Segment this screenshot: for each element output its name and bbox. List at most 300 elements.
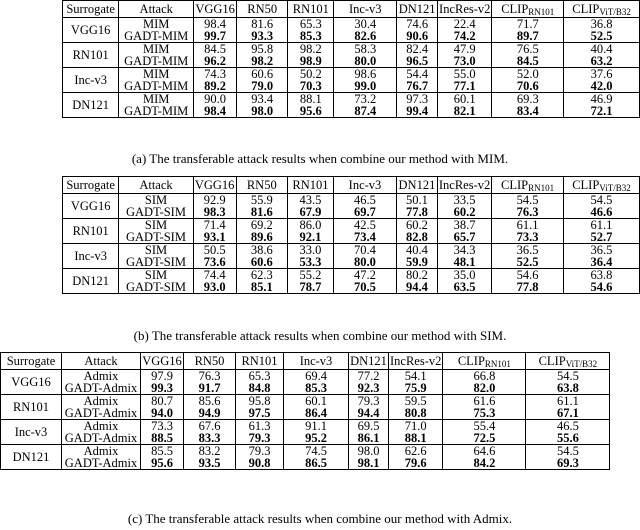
bold-value: 96.2 [204, 55, 227, 68]
bold-value: 72.5 [473, 432, 496, 445]
attack-cell: MIM [119, 93, 194, 106]
value-cell: 54.1 [389, 370, 443, 383]
bold-value: 74.2 [453, 30, 476, 43]
value-cell: 98.0 [349, 445, 389, 458]
header-row [1, 353, 610, 370]
value-cell-best [397, 281, 438, 294]
value-cell: 74.3 [194, 68, 237, 81]
value-cell-best [349, 382, 389, 395]
value-cell: 91.1 [284, 420, 349, 433]
attack-cell: SIM [119, 219, 193, 232]
value-cell: 54.4 [397, 68, 438, 81]
column-header [119, 1, 194, 18]
column-header-label: RN101 [241, 353, 278, 368]
value-cell-best [184, 382, 236, 395]
bold-value: 90.8 [248, 457, 271, 470]
value-cell-best [526, 407, 610, 420]
value-cell-best [287, 231, 333, 244]
results-table-mim [62, 0, 640, 118]
value-cell: 69.4 [284, 370, 349, 383]
value-cell-best [194, 55, 237, 68]
bold-value: 67.9 [299, 206, 322, 219]
bold-value: 46.6 [590, 206, 613, 219]
value-cell: 97.9 [141, 370, 184, 383]
header-row [63, 1, 640, 18]
bold-value: 97.5 [248, 407, 271, 420]
column-header-label: CLIP [572, 1, 600, 16]
value-cell-best [349, 432, 389, 445]
bold-value: 83.3 [198, 432, 221, 445]
column-header [63, 177, 119, 194]
value-cell: 61.6 [443, 395, 526, 408]
bold-value: 59.9 [406, 256, 428, 269]
value-cell-best [184, 457, 236, 470]
value-cell-best [443, 457, 526, 470]
value-cell-best [492, 256, 564, 269]
bold-value: 86.1 [357, 432, 380, 445]
bold-value: 75.3 [473, 407, 496, 420]
bold-value: 93.3 [251, 30, 274, 43]
attack-cell: GADT-MIM [119, 80, 194, 93]
bold-value: 73.6 [203, 256, 226, 269]
table-row-baseline [63, 18, 640, 31]
attack-cell: GADT-MIM [119, 30, 194, 43]
value-cell: 77.2 [349, 370, 389, 383]
value-cell-best [397, 231, 438, 244]
value-cell: 76.5 [492, 43, 564, 56]
column-header [492, 177, 564, 194]
value-cell: 60.1 [438, 93, 492, 106]
value-cell-best [443, 382, 526, 395]
column-header [63, 1, 119, 18]
value-cell: 98.4 [194, 18, 237, 31]
value-cell: 38.7 [437, 219, 491, 232]
value-cell-best [236, 231, 287, 244]
bold-value: 98.0 [251, 105, 274, 118]
value-cell: 47.9 [438, 43, 492, 56]
column-header-subscript: RN101 [528, 6, 555, 17]
value-cell: 52.0 [492, 68, 564, 81]
value-cell: 79.3 [236, 445, 284, 458]
bold-value: 78.7 [299, 281, 322, 294]
surrogate-cell: VGG16 [1, 370, 62, 395]
value-cell: 46.5 [333, 194, 396, 207]
bold-value: 84.2 [473, 457, 496, 470]
value-cell: 36.8 [564, 18, 640, 31]
bold-value: 98.3 [203, 206, 226, 219]
value-cell: 95.8 [236, 395, 284, 408]
bold-value: 53.3 [299, 256, 322, 269]
attack-cell: MIM [119, 43, 194, 56]
bold-value: 75.9 [404, 382, 427, 395]
value-cell: 43.5 [287, 194, 333, 207]
value-cell-best [438, 80, 492, 93]
column-header-label: DN121 [350, 353, 387, 368]
bold-value: 70.6 [516, 80, 539, 93]
attack-cell: GADT-Admix [62, 407, 141, 420]
value-cell-best [237, 55, 288, 68]
value-cell-best [193, 231, 236, 244]
value-cell-best [141, 407, 184, 420]
value-cell-best [397, 105, 438, 118]
column-header [193, 177, 236, 194]
value-cell-best [492, 281, 564, 294]
value-cell: 62.6 [389, 445, 443, 458]
value-cell-best [443, 407, 526, 420]
value-cell-best [334, 80, 397, 93]
value-cell: 60.2 [397, 219, 438, 232]
bold-value: 85.3 [305, 382, 327, 395]
value-cell-best [563, 281, 639, 294]
bold-value: 86.5 [305, 457, 327, 470]
bold-value: 89.6 [250, 231, 273, 244]
value-cell-best [288, 55, 334, 68]
bold-value: 73.0 [453, 55, 476, 68]
bold-value: 83.4 [516, 105, 539, 118]
value-cell-best [389, 457, 443, 470]
column-header-label: RN50 [194, 353, 225, 368]
value-cell: 33.0 [287, 244, 333, 257]
column-header-label: CLIP [457, 353, 485, 368]
value-cell: 69.2 [236, 219, 287, 232]
bold-value: 87.4 [354, 105, 377, 118]
value-cell-best [526, 382, 610, 395]
bold-value: 98.2 [251, 55, 274, 68]
results-table-admix [0, 352, 610, 470]
surrogate-cell: Inc-v3 [63, 68, 119, 93]
value-cell: 97.3 [397, 93, 438, 106]
bold-value: 48.1 [453, 256, 476, 269]
column-header [349, 353, 389, 370]
value-cell: 83.2 [184, 445, 236, 458]
table-row-baseline [1, 370, 610, 383]
value-cell-best [564, 30, 640, 43]
value-cell: 84.5 [194, 43, 237, 56]
value-cell: 60.1 [284, 395, 349, 408]
value-cell: 65.3 [236, 370, 284, 383]
value-cell-best [564, 105, 640, 118]
value-cell: 50.5 [193, 244, 236, 257]
attack-cell: GADT-Admix [62, 382, 141, 395]
value-cell: 88.1 [288, 93, 334, 106]
value-cell: 70.4 [333, 244, 396, 257]
table-row-baseline [63, 194, 640, 207]
value-cell-best [492, 80, 564, 93]
bold-value: 99.0 [354, 80, 377, 93]
bold-value: 70.3 [299, 80, 322, 93]
results-table-sim [62, 176, 640, 294]
value-cell-best [284, 382, 349, 395]
value-cell-best [193, 206, 236, 219]
value-cell: 85.6 [184, 395, 236, 408]
column-header-label: IncRes-v2 [390, 353, 442, 368]
value-cell: 65.3 [288, 18, 334, 31]
bold-value: 65.7 [453, 231, 476, 244]
column-header-label: CLIP [572, 177, 600, 192]
table-row-gadt [63, 231, 640, 244]
surrogate-cell: DN121 [63, 93, 119, 118]
surrogate-cell: VGG16 [63, 194, 119, 219]
bold-value: 79.6 [404, 457, 427, 470]
column-header-label: Surrogate [6, 353, 56, 368]
bold-value: 98.9 [299, 55, 322, 68]
attack-cell: MIM [119, 68, 194, 81]
value-cell: 80.2 [397, 269, 438, 282]
bold-value: 52.7 [590, 231, 613, 244]
column-header [563, 177, 639, 194]
value-cell: 81.6 [237, 18, 288, 31]
column-header-label: RN50 [247, 1, 278, 16]
attack-cell: GADT-MIM [119, 55, 194, 68]
attack-cell: SIM [119, 269, 193, 282]
value-cell-best [288, 80, 334, 93]
surrogate-cell: VGG16 [63, 18, 119, 43]
column-header-label: Attack [139, 177, 173, 192]
surrogate-cell: RN101 [63, 43, 119, 68]
column-header [284, 353, 349, 370]
value-cell-best [389, 382, 443, 395]
value-cell: 54.5 [563, 194, 639, 207]
bold-value: 79.0 [251, 80, 274, 93]
table-row-gadt [1, 407, 610, 420]
value-cell: 54.5 [526, 445, 610, 458]
table-caption-admix: (c) The transferable attack results when combine our method with Admix. [127, 511, 513, 526]
table-row-gadt [63, 206, 640, 219]
value-cell-best [141, 382, 184, 395]
value-cell: 36.5 [492, 244, 564, 257]
bold-value: 69.7 [354, 206, 376, 219]
bold-value: 60.6 [250, 256, 273, 269]
bold-value: 99.3 [151, 382, 173, 395]
value-cell-best [334, 30, 397, 43]
bold-value: 63.2 [590, 55, 613, 68]
value-cell-best [284, 407, 349, 420]
value-cell-best [564, 80, 640, 93]
value-cell: 71.4 [193, 219, 236, 232]
value-cell: 54.6 [492, 269, 564, 282]
value-cell: 22.4 [438, 18, 492, 31]
column-header [492, 1, 564, 18]
value-cell: 92.9 [193, 194, 236, 207]
bold-value: 36.4 [590, 256, 613, 269]
value-cell-best [563, 206, 639, 219]
bold-value: 54.6 [590, 281, 613, 294]
table-row-gadt [63, 256, 640, 269]
table-row-gadt [63, 281, 640, 294]
table-row-baseline [63, 244, 640, 257]
value-cell-best [492, 206, 564, 219]
bold-value: 92.1 [299, 231, 322, 244]
value-cell: 40.4 [397, 244, 438, 257]
value-cell-best [563, 231, 639, 244]
table-row-baseline [63, 68, 640, 81]
value-cell-best [237, 105, 288, 118]
bold-value: 89.7 [516, 30, 539, 43]
value-cell: 55.2 [287, 269, 333, 282]
value-cell: 47.2 [333, 269, 396, 282]
attack-cell: GADT-Admix [62, 457, 141, 470]
value-cell-best [237, 30, 288, 43]
value-cell-best [526, 432, 610, 445]
value-cell-best [236, 457, 284, 470]
value-cell-best [287, 281, 333, 294]
value-cell-best [284, 457, 349, 470]
value-cell-best [236, 382, 284, 395]
value-cell: 69.5 [349, 420, 389, 433]
value-cell-best [237, 80, 288, 93]
column-header-label: IncRes-v2 [439, 1, 491, 16]
value-cell-best [437, 256, 491, 269]
table-row-baseline [63, 43, 640, 56]
value-cell: 50.1 [397, 194, 438, 207]
value-cell-best [236, 281, 287, 294]
column-header-subscript: ViT/B32 [599, 182, 631, 193]
table-row-gadt [63, 105, 640, 118]
attack-cell: Admix [62, 445, 141, 458]
value-cell-best [141, 432, 184, 445]
value-cell: 40.4 [564, 43, 640, 56]
value-cell: 33.5 [437, 194, 491, 207]
column-header-label: RN101 [292, 177, 329, 192]
table-row-gadt [1, 432, 610, 445]
column-header [333, 177, 396, 194]
value-cell: 54.5 [526, 370, 610, 383]
value-cell: 73.2 [334, 93, 397, 106]
table-row-gadt [1, 382, 610, 395]
bold-value: 88.5 [151, 432, 173, 445]
value-cell-best [397, 80, 438, 93]
value-cell: 61.1 [526, 395, 610, 408]
bold-value: 81.6 [250, 206, 273, 219]
bold-value: 99.7 [204, 30, 227, 43]
value-cell-best [437, 231, 491, 244]
column-header-label: CLIP [501, 177, 529, 192]
column-header-label: Inc-v3 [299, 353, 333, 368]
bold-value: 82.0 [473, 382, 496, 395]
bold-value: 63.8 [556, 382, 579, 395]
table-row-gadt [63, 80, 640, 93]
bold-value: 42.0 [590, 80, 613, 93]
value-cell-best [284, 432, 349, 445]
bold-value: 67.1 [556, 407, 579, 420]
value-cell: 46.5 [526, 420, 610, 433]
bold-value: 63.5 [453, 281, 476, 294]
value-cell: 60.6 [237, 68, 288, 81]
column-header-subscript: RN101 [528, 182, 555, 193]
value-cell-best [333, 206, 396, 219]
column-header-subscript: RN101 [484, 358, 511, 369]
value-cell-best [184, 407, 236, 420]
value-cell: 71.7 [492, 18, 564, 31]
column-header [237, 1, 288, 18]
column-header [287, 177, 333, 194]
value-cell-best [333, 231, 396, 244]
value-cell: 55.9 [236, 194, 287, 207]
value-cell: 98.2 [288, 43, 334, 56]
value-cell: 55.0 [438, 68, 492, 81]
bold-value: 93.0 [203, 281, 226, 294]
bold-value: 92.3 [357, 382, 380, 395]
value-cell-best [437, 281, 491, 294]
column-header [119, 177, 193, 194]
column-header [564, 1, 640, 18]
column-header-label: Attack [139, 1, 173, 16]
bold-value: 73.3 [516, 231, 539, 244]
bold-value: 98.4 [204, 105, 227, 118]
bold-value: 88.1 [404, 432, 427, 445]
bold-value: 80.0 [354, 55, 377, 68]
value-cell-best [492, 105, 564, 118]
column-header-subscript: ViT/B32 [599, 6, 631, 17]
value-cell-best [397, 55, 438, 68]
column-header-subscript: ViT/B32 [565, 358, 598, 369]
bold-value: 77.8 [406, 206, 428, 219]
value-cell-best [194, 105, 237, 118]
attack-cell: GADT-MIM [119, 105, 194, 118]
value-cell-best [194, 80, 237, 93]
value-cell-best [236, 407, 284, 420]
value-cell: 69.3 [492, 93, 564, 106]
bold-value: 96.5 [406, 55, 429, 68]
column-header [334, 1, 397, 18]
table-block-mim [0, 0, 640, 118]
column-header [389, 353, 443, 370]
attack-cell: GADT-SIM [119, 256, 193, 269]
table-row-baseline [1, 445, 610, 458]
attack-cell: GADT-SIM [119, 281, 193, 294]
surrogate-cell: DN121 [63, 269, 119, 294]
value-cell-best [397, 206, 438, 219]
column-header-label: Surrogate [66, 1, 115, 16]
attack-cell: GADT-SIM [119, 231, 193, 244]
value-cell-best [563, 256, 639, 269]
value-cell-best [334, 55, 397, 68]
value-cell: 54.5 [492, 194, 564, 207]
column-header [288, 1, 334, 18]
column-header [397, 177, 438, 194]
column-header [236, 353, 284, 370]
value-cell-best [349, 457, 389, 470]
bold-value: 91.7 [198, 382, 221, 395]
attack-cell: Admix [62, 395, 141, 408]
value-cell: 61.3 [236, 420, 284, 433]
column-header [141, 353, 184, 370]
value-cell: 74.5 [284, 445, 349, 458]
value-cell-best [141, 457, 184, 470]
column-header-label: DN121 [398, 177, 436, 192]
value-cell: 85.5 [141, 445, 184, 458]
value-cell-best [333, 281, 396, 294]
column-header-label: DN121 [398, 1, 436, 16]
bold-value: 85.1 [250, 281, 273, 294]
value-cell: 73.3 [141, 420, 184, 433]
table-block-sim [0, 176, 640, 294]
value-cell-best [334, 105, 397, 118]
value-cell-best [288, 105, 334, 118]
column-header-label: Inc-v3 [348, 177, 382, 192]
value-cell: 95.8 [237, 43, 288, 56]
table-block-admix [0, 352, 640, 470]
bold-value: 77.8 [516, 281, 539, 294]
value-cell: 93.4 [237, 93, 288, 106]
bold-value: 95.6 [299, 105, 322, 118]
value-cell: 82.4 [397, 43, 438, 56]
bold-value: 89.2 [204, 80, 227, 93]
value-cell-best [184, 432, 236, 445]
bold-value: 82.8 [406, 231, 428, 244]
column-header-label: IncRes-v2 [438, 177, 491, 192]
bold-value: 85.3 [299, 30, 322, 43]
